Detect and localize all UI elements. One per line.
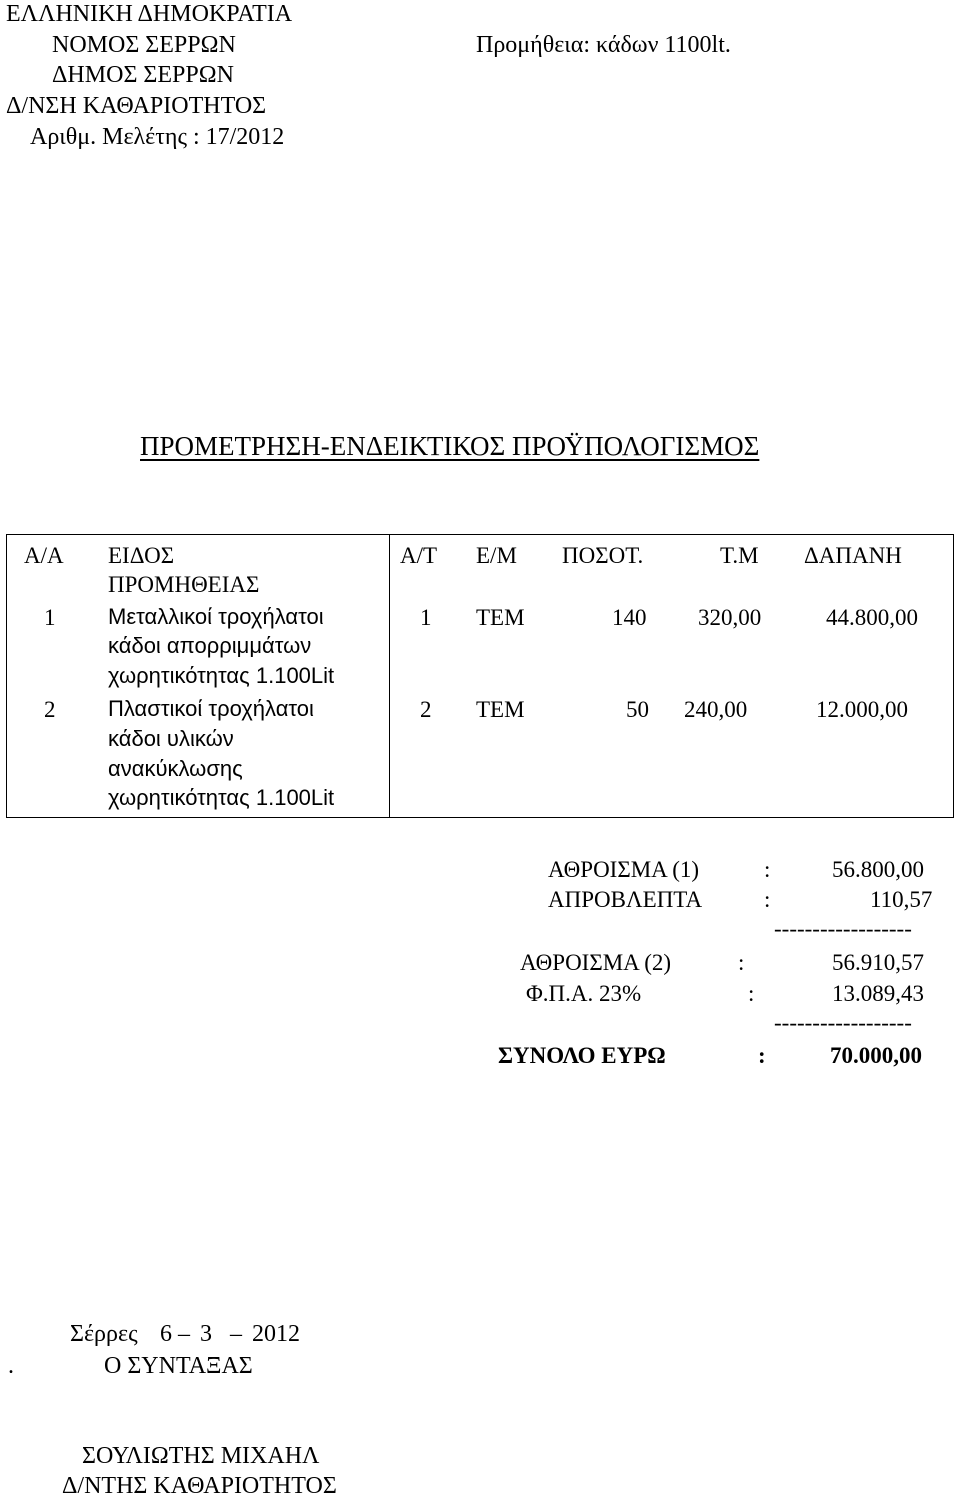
row-price: 320,00 (698, 605, 762, 630)
vat-colon: : (748, 981, 755, 1006)
date-city: Σέρρες (70, 1321, 138, 1347)
separator-line: ------------------ (774, 1010, 912, 1035)
total-colon: : (758, 1043, 766, 1068)
header-cost: ΔΑΠΑΝΗ (804, 543, 902, 568)
separator-line: ------------------ (774, 916, 912, 941)
signer-role: Δ/ΝΤΗΣ ΚΑΘΑΡΙΟΤΗΤΟΣ (62, 1473, 337, 1499)
row-cost: 44.800,00 (826, 605, 918, 630)
header-subject: Προμήθεια: κάδων 1100lt. (476, 32, 731, 58)
row-desc-line: Πλαστικοί τροχήλατοι (108, 696, 314, 721)
header-department: Δ/ΝΣΗ ΚΑΘΑΡΙΟΤΗΤΟΣ (6, 93, 267, 119)
date-month: 3 (200, 1321, 212, 1347)
header-country: ΕΛΛΗΝΙΚΗ ΔΗΜΟΚΡΑΤΙΑ (6, 1, 293, 27)
row-desc-line: χωρητικότητας 1.100Lit (108, 663, 335, 688)
sum1-label: ΑΘΡΟΙΣΜΑ (1) (548, 857, 700, 882)
row-aa: 1 (44, 605, 56, 630)
row-qty: 140 (612, 605, 647, 630)
date-dash: – (230, 1321, 242, 1347)
row-at: 1 (420, 605, 432, 630)
row-desc-line: Μεταλλικοί τροχήλατοι (108, 604, 324, 629)
page-title: ΠΡΟΜΕΤΡΗΣΗ-ΕΝΔΕΙΚΤΙΚΟΣ ΠΡΟΫΠΟΛΟΓΙΣΜΟΣ (140, 431, 760, 461)
total-value: 70.000,00 (830, 1043, 922, 1068)
date-dash: – (178, 1321, 190, 1347)
header-item-line1: ΕΙΔΟΣ (108, 543, 175, 568)
table-right-box (390, 534, 954, 818)
row-desc-line: κάδοι υλικών (108, 726, 234, 751)
row-desc-line: ανακύκλωσης (108, 756, 243, 781)
sum2-colon: : (738, 950, 745, 975)
unforeseen-label: ΑΠΡΟΒΛΕΠΤΑ (548, 887, 703, 912)
row-cost: 12.000,00 (816, 697, 908, 722)
total-label: ΣΥΝΟΛΟ ΕΥΡΩ (498, 1043, 666, 1068)
header-item-line2: ΠΡΟΜΗΘΕΙΑΣ (108, 572, 260, 597)
sum2-label: ΑΘΡΟΙΣΜΑ (2) (520, 950, 672, 975)
unforeseen-colon: : (764, 887, 771, 912)
header-municipality: ΔΗΜΟΣ ΣΕΡΡΩΝ (52, 62, 234, 88)
header-price: Τ.Μ (720, 543, 759, 568)
header-study-number: Αριθμ. Μελέτης : 17/2012 (30, 124, 285, 150)
row-em: ΤΕΜ (476, 605, 525, 630)
row-desc-line: κάδοι απορριμμάτων (108, 633, 312, 658)
signer-name: ΣΟΥΛΙΩΤΗΣ ΜΙΧΑΗΛ (82, 1443, 320, 1469)
header-aa: Α/Α (24, 543, 64, 568)
sum1-colon: : (764, 857, 771, 882)
row-qty: 50 (626, 697, 649, 722)
row-at: 2 (420, 697, 432, 722)
date-day: 6 (160, 1321, 172, 1347)
composer-title: Ο ΣΥΝΤΑΞΑΣ (104, 1353, 253, 1379)
row-aa: 2 (44, 697, 56, 722)
row-desc-line: χωρητικότητας 1.100Lit (108, 785, 335, 810)
header-qty: ΠΟΣΟΤ. (562, 543, 644, 568)
date-year: 2012 (252, 1321, 300, 1347)
row-em: ΤΕΜ (476, 697, 525, 722)
sum2-value: 56.910,57 (832, 950, 924, 975)
vat-value: 13.089,43 (832, 981, 924, 1006)
unforeseen-value: 110,57 (870, 887, 933, 912)
budget-table (6, 534, 954, 818)
sum1-value: 56.800,00 (832, 857, 924, 882)
header-at: Α/Τ (400, 543, 438, 568)
row-price: 240,00 (684, 697, 748, 722)
vat-label: Φ.Π.Α. 23% (526, 981, 642, 1006)
footer-dot: . (8, 1353, 14, 1379)
header-em: Ε/Μ (476, 543, 517, 568)
header-prefecture: ΝΟΜΟΣ ΣΕΡΡΩΝ (52, 32, 236, 58)
